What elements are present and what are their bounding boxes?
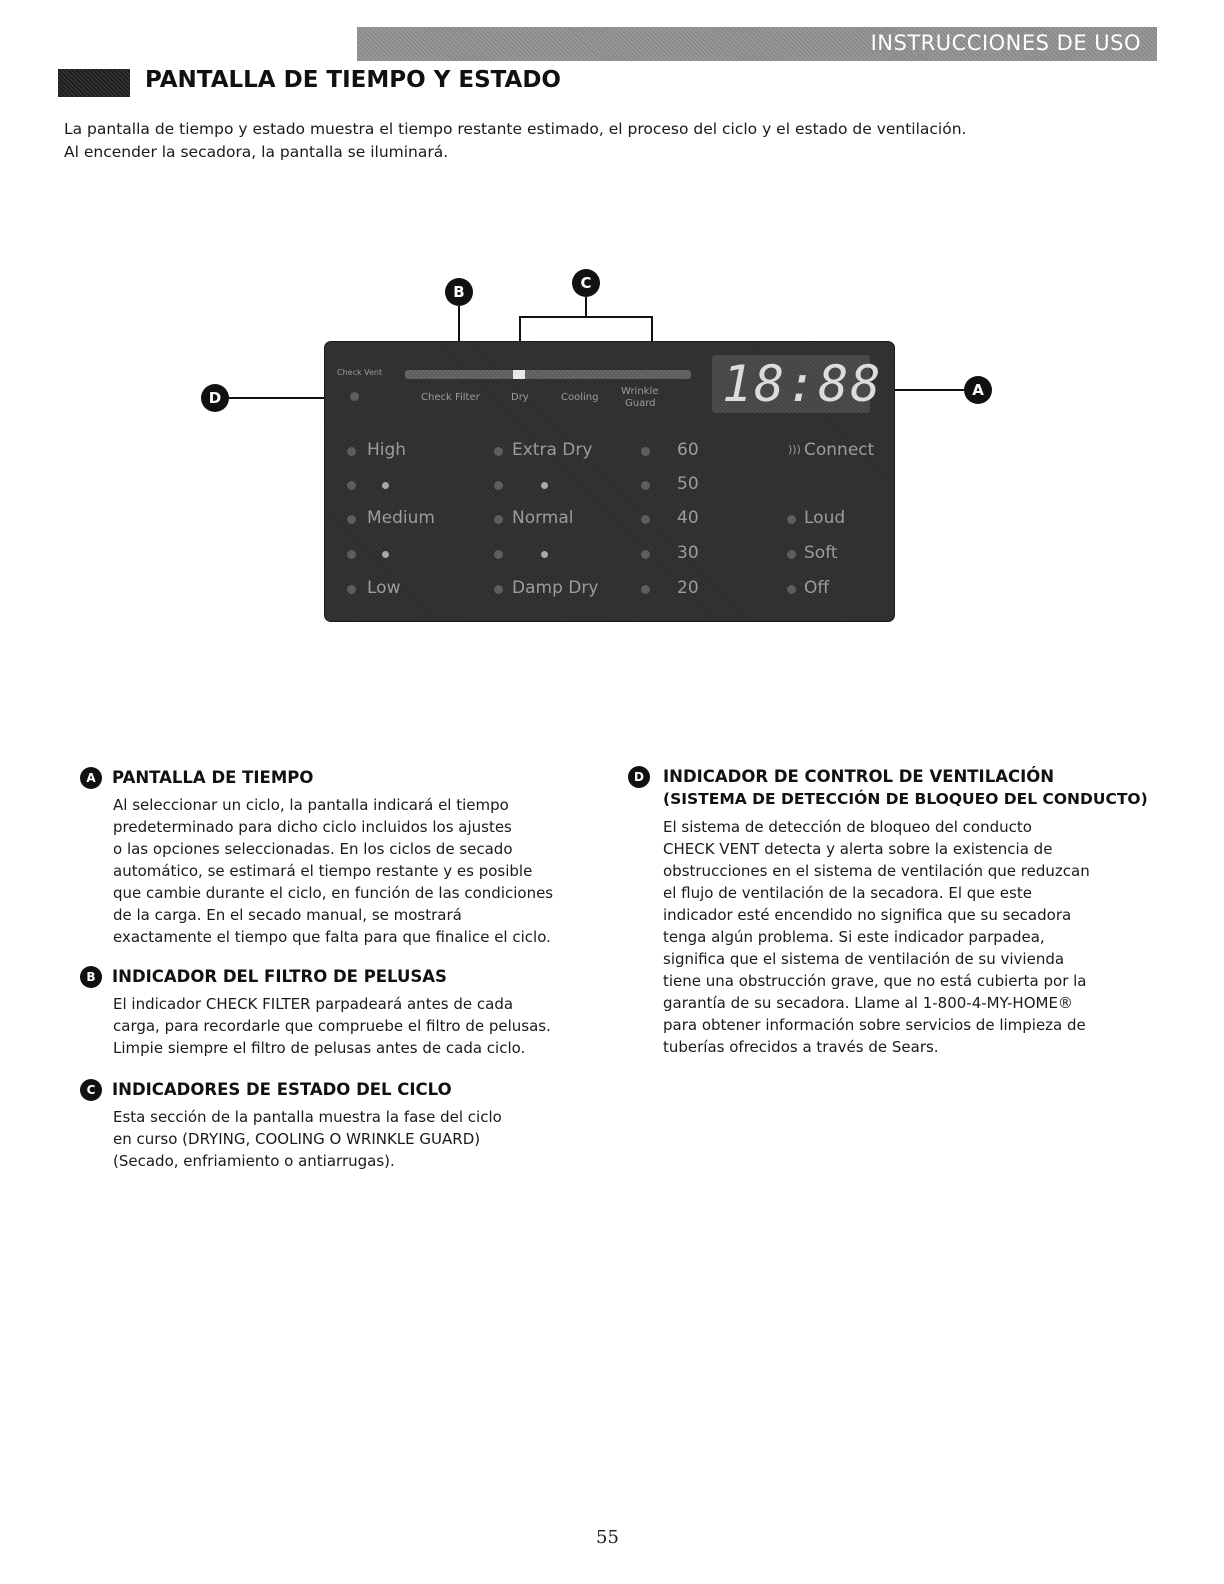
- callout-a-line: [894, 389, 964, 391]
- loud-label[interactable]: Loud: [804, 508, 846, 528]
- callout-c-bracket: [519, 316, 653, 318]
- section-d-subtitle: (SISTEMA DE DETECCIÓN DE BLOQUEO DEL CONDUCTO): [663, 790, 1148, 808]
- heat-step-led: [347, 550, 356, 559]
- section-d-line: para obtener información sobre servicios de limpieza de: [663, 1016, 1086, 1034]
- section-d-title: INDICADOR DE CONTROL DE VENTILACIÓN: [663, 767, 1055, 786]
- callout-d: D: [201, 384, 229, 412]
- dryness-step-marker: [541, 551, 548, 558]
- section-d-line: CHECK VENT detecta y alerta sobre la existencia de: [663, 840, 1053, 858]
- dryness-step-led: [494, 481, 503, 490]
- heat-step-led: [347, 481, 356, 490]
- section-a-line: predeterminado para dicho ciclo incluidos los ajustes: [113, 818, 512, 836]
- page-number: 55: [596, 1527, 619, 1548]
- time-readout: 18:88: [722, 355, 883, 413]
- callout-d-line: [229, 397, 326, 399]
- wrinkle-status-label: Wrinkle: [621, 386, 659, 397]
- section-a-line: o las opciones seleccionadas. En los ciclos de secado: [113, 840, 513, 858]
- section-a-line: Al seleccionar un ciclo, la pantalla indicará el tiempo: [113, 796, 509, 814]
- connect-label[interactable]: Connect: [804, 440, 875, 460]
- section-c-badge: C: [80, 1079, 102, 1101]
- dry-status-label: Dry: [511, 392, 529, 403]
- minutes-30-label[interactable]: 30: [677, 543, 699, 563]
- section-c-body: [113, 1106, 623, 1172]
- soft-led: [787, 550, 796, 559]
- section-banner: [357, 27, 1157, 61]
- minutes-60-led: [641, 447, 650, 456]
- heat-step-marker: [382, 482, 389, 489]
- heat-medium-led: [347, 515, 356, 524]
- callout-b-line: [458, 306, 460, 343]
- callout-a: A: [964, 376, 992, 404]
- section-d-line: tiene una obstrucción grave, que no está cubierta por la: [663, 972, 1087, 990]
- cooling-status-label: Cooling: [561, 392, 599, 403]
- section-a-line: de la carga. En el secado manual, se mostrará: [113, 906, 462, 924]
- section-d-line: obstrucciones en el sistema de ventilación que reduzcan: [663, 862, 1090, 880]
- section-b-body: [113, 993, 623, 1059]
- section-b-line: Limpie siempre el filtro de pelusas antes de cada ciclo.: [113, 1039, 526, 1057]
- section-a-line: automático, se estimará el tiempo restante y es posible: [113, 862, 533, 880]
- title-marker: [58, 69, 130, 97]
- off-led: [787, 585, 796, 594]
- callout-c-stem: [585, 297, 587, 317]
- minutes-20-led: [641, 585, 650, 594]
- section-d-line: garantía de su secadora. Llame al 1-800-4-MY-HOME®: [663, 994, 1073, 1012]
- callout-c-bracket-left: [519, 316, 521, 343]
- minutes-40-led: [641, 515, 650, 524]
- heat-low-led: [347, 585, 356, 594]
- extra-dry-led: [494, 447, 503, 456]
- wifi-icon: ))): [788, 443, 801, 456]
- section-b-line: El indicador CHECK FILTER parpadeará antes de cada: [113, 995, 514, 1013]
- intro-line-1: La pantalla de tiempo y estado muestra el tiempo restante estimado, el proceso del ciclo y el estado de ventilación.: [64, 120, 967, 138]
- heat-medium-label[interactable]: Medium: [367, 508, 435, 528]
- guard-status-label: Guard: [625, 398, 656, 409]
- callout-c: C: [572, 269, 600, 297]
- section-b-badge: B: [80, 966, 102, 988]
- intro-line-2: Al encender la secadora, la pantalla se iluminará.: [64, 143, 449, 161]
- dryness-step-marker: [541, 482, 548, 489]
- check-vent-indicator: [350, 392, 359, 401]
- damp-dry-label[interactable]: Damp Dry: [512, 578, 599, 598]
- heat-high-label[interactable]: High: [367, 440, 407, 460]
- minutes-60-label[interactable]: 60: [677, 440, 699, 460]
- section-a-badge: A: [80, 767, 102, 789]
- extra-dry-label[interactable]: Extra Dry: [512, 440, 593, 460]
- section-c-line: Esta sección de la pantalla muestra la fase del ciclo: [113, 1108, 502, 1126]
- heat-step-marker: [382, 551, 389, 558]
- normal-led: [494, 515, 503, 524]
- section-d-line: tuberías ofrecidos a través de Sears.: [663, 1038, 939, 1056]
- damp-dry-led: [494, 585, 503, 594]
- section-banner-label: INSTRUCCIONES DE USO: [870, 31, 1141, 55]
- section-b-title: INDICADOR DEL FILTRO DE PELUSAS: [112, 967, 447, 986]
- soft-label[interactable]: Soft: [804, 543, 838, 563]
- callout-b: B: [445, 278, 473, 306]
- section-a-title: PANTALLA DE TIEMPO: [112, 768, 314, 787]
- dryness-step-led: [494, 550, 503, 559]
- minutes-50-label[interactable]: 50: [677, 474, 699, 494]
- minutes-30-led: [641, 550, 650, 559]
- section-d-line: indicador esté encendido no significa que su secadora: [663, 906, 1072, 924]
- minutes-50-led: [641, 481, 650, 490]
- minutes-40-label[interactable]: 40: [677, 508, 699, 528]
- dryer-control-panel: [325, 342, 894, 621]
- section-d-line: el flujo de ventilación de la secadora. El que este: [663, 884, 1032, 902]
- callout-c-bracket-right: [651, 316, 653, 343]
- minutes-20-label[interactable]: 20: [677, 578, 699, 598]
- heat-low-label[interactable]: Low: [367, 578, 401, 598]
- check-filter-label: Check Filter: [421, 392, 480, 403]
- cycle-status-active-segment: [513, 370, 525, 379]
- section-a-line: que cambie durante el ciclo, en función de las condiciones: [113, 884, 554, 902]
- section-a-line: exactamente el tiempo que falta para que finalice el ciclo.: [113, 928, 551, 946]
- page-title: PANTALLA DE TIEMPO Y ESTADO: [145, 67, 561, 93]
- section-d-line: significa que el sistema de ventilación de su vivienda: [663, 950, 1065, 968]
- section-c-title: INDICADORES DE ESTADO DEL CICLO: [112, 1080, 452, 1099]
- section-a-body: [113, 794, 623, 948]
- section-c-line: en curso (DRYING, COOLING O WRINKLE GUARD): [113, 1130, 481, 1148]
- section-b-line: carga, para recordarle que compruebe el filtro de pelusas.: [113, 1017, 551, 1035]
- time-display: [712, 355, 883, 413]
- check-vent-label: Check Vent: [337, 368, 383, 377]
- heat-high-led: [347, 447, 356, 456]
- cycle-status-bar: [405, 370, 691, 379]
- section-d-badge: D: [628, 766, 650, 788]
- off-label[interactable]: Off: [804, 578, 830, 598]
- section-d-body: [663, 816, 1163, 1058]
- section-d-line: tenga algún problema. Si este indicador parpadea,: [663, 928, 1045, 946]
- section-c-line: (Secado, enfriamiento o antiarrugas).: [113, 1152, 395, 1170]
- section-d-line: El sistema de detección de bloqueo del conducto: [663, 818, 1032, 836]
- intro-text: [64, 118, 1164, 164]
- loud-led: [787, 515, 796, 524]
- normal-label[interactable]: Normal: [512, 508, 574, 528]
